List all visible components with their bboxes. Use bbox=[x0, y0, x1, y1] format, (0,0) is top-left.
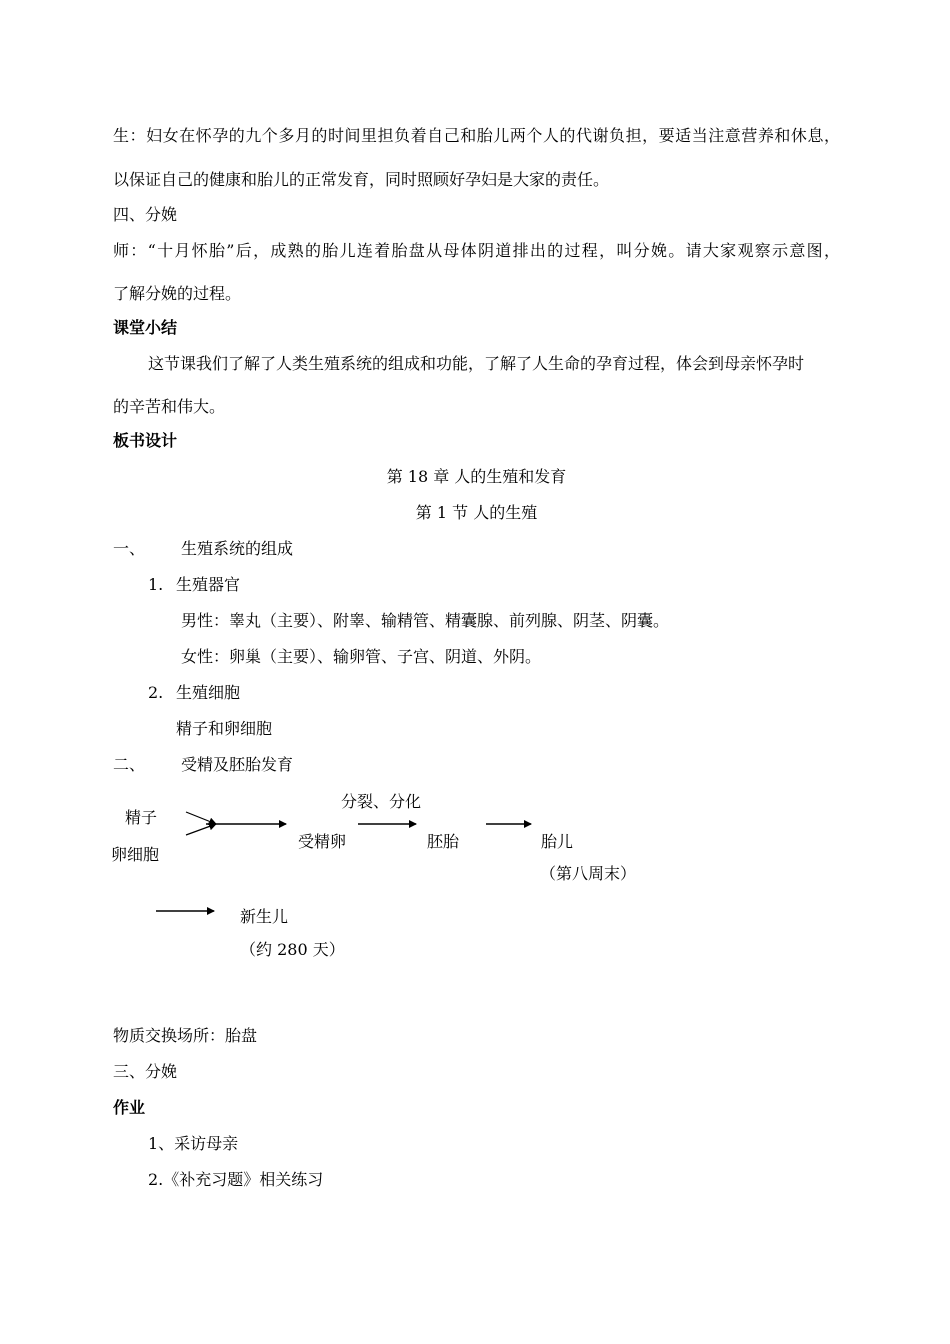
part1-number: 一、 bbox=[113, 539, 146, 558]
summary-line-1: 这节课我们了解了人类生殖系统的组成和功能，了解了人生命的孕育过程，体会到母亲怀孕时 bbox=[148, 354, 805, 373]
flow-sperm: 精子 bbox=[125, 808, 158, 827]
homework-item-2: 2.《补充习题》相关练习 bbox=[148, 1170, 324, 1189]
section-title: 第 1 节 人的生殖 bbox=[415, 503, 538, 522]
item2-number: 2. bbox=[148, 683, 164, 702]
part2-title: 受精及胚胎发育 bbox=[181, 755, 294, 774]
chapter-title: 第 18 章 人的生殖和发育 bbox=[386, 467, 567, 486]
flow-fetus: 胎儿 bbox=[541, 832, 574, 851]
arrow-egg-merge bbox=[186, 824, 216, 835]
male-organs: 男性：睾丸（主要）、附睾、输精管、精囊腺、前列腺、阴茎、阴囊。 bbox=[181, 611, 670, 630]
item1-title: 生殖器官 bbox=[176, 575, 241, 594]
summary-line-2: 的辛苦和伟大。 bbox=[113, 397, 226, 416]
arrow-sperm-merge bbox=[186, 812, 216, 824]
flow-newborn: 新生儿 bbox=[240, 907, 289, 926]
flow-zygote: 受精卵 bbox=[298, 832, 347, 851]
flow-fetus-note: （第八周末） bbox=[540, 864, 637, 883]
female-organs: 女性：卵巢（主要）、输卵管、子宫、阴道、外阴。 bbox=[181, 647, 542, 666]
homework-item-1: 1、采访母亲 bbox=[148, 1134, 239, 1153]
board-heading: 板书设计 bbox=[113, 431, 178, 450]
part3-heading: 三、分娩 bbox=[113, 1062, 178, 1081]
summary-heading: 课堂小结 bbox=[113, 318, 178, 337]
intro-line-2: 以保证自己的健康和胎儿的正常发育，同时照顾好孕妇是大家的责任。 bbox=[113, 170, 610, 189]
teacher-line-1: 师：“十月怀胎”后，成熟的胎儿连着胎盘从母体阴道排出的过程，叫分娩。请大家观察示意图， bbox=[113, 241, 840, 260]
flow-process-label: 分裂、分化 bbox=[341, 792, 422, 811]
teacher-line-2: 了解分娩的过程。 bbox=[113, 284, 242, 303]
flow-newborn-note: （约 280 天） bbox=[240, 940, 345, 959]
flow-embryo: 胚胎 bbox=[427, 832, 460, 851]
part2-number: 二、 bbox=[113, 755, 146, 774]
flow-egg: 卵细胞 bbox=[111, 845, 160, 864]
item1-number: 1. bbox=[148, 575, 164, 594]
part1-title: 生殖系统的组成 bbox=[181, 539, 294, 558]
exchange-site: 物质交换场所：胎盘 bbox=[113, 1026, 258, 1045]
reproductive-cells: 精子和卵细胞 bbox=[176, 719, 273, 738]
item2-title: 生殖细胞 bbox=[176, 683, 241, 702]
section-four-heading: 四、分娩 bbox=[113, 205, 178, 224]
homework-heading: 作业 bbox=[113, 1098, 146, 1117]
intro-line-1: 生：妇女在怀孕的九个多月的时间里担负着自己和胎儿两个人的代谢负担，要适当注意营养和休息， bbox=[113, 126, 840, 145]
